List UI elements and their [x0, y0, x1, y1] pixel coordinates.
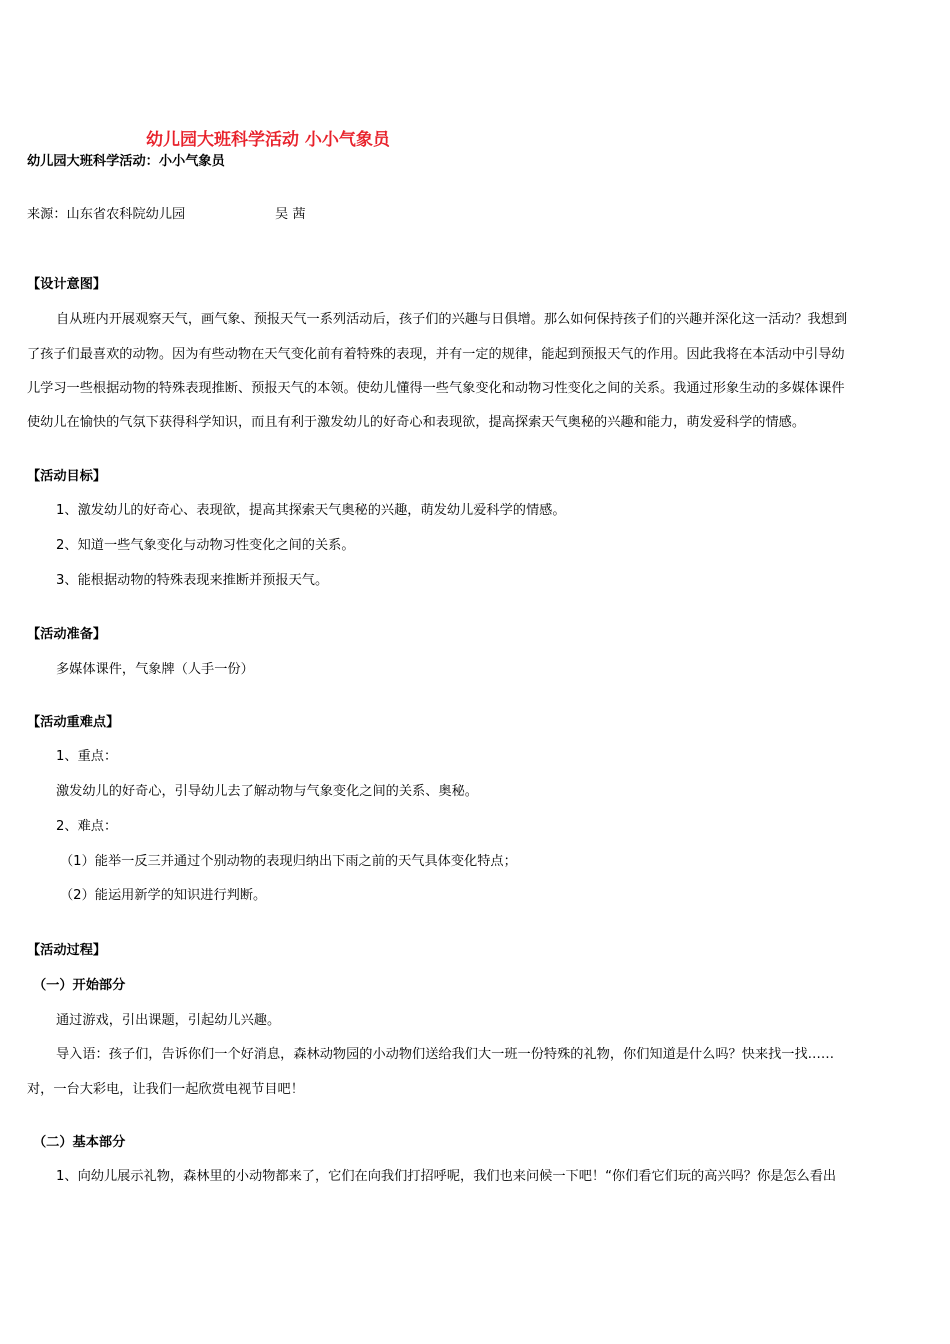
part1-heading: （一）开始部分 [33, 978, 126, 993]
design-para-line: 使幼儿在愉快的气氛下获得科学知识，而且有利于激发幼儿的好奇心和表现欲，提高探索天气奥秘的兴趣和能力，萌发爱科学的情感。 [27, 415, 806, 430]
design-para-line: 自从班内开展观察天气，画气象、预报天气一系列活动后，孩子们的兴趣与日俱增。那么如何保持孩子们的兴趣并深化这一活动？我想到 [56, 312, 848, 327]
goal-item: 1、激发幼儿的好奇心、表现欲，提高其探索天气奥秘的兴趣，萌发幼儿爱科学的情感。 [56, 503, 566, 518]
source-label: 来源：山东省农科院幼儿园 [27, 207, 186, 222]
key-point-text: 激发幼儿的好奇心，引导幼儿去了解动物与气象变化之间的关系、奥秘。 [56, 784, 478, 799]
source-author: 吴 茜 [275, 207, 306, 222]
goal-item: 2、知道一些气象变化与动物习性变化之间的关系。 [56, 538, 355, 553]
source-line [27, 206, 920, 224]
document-subtitle: 幼儿园大班科学活动：小小气象员 [27, 154, 225, 169]
key-heading: 【活动重难点】 [27, 715, 120, 730]
difficult-label: 2、难点： [56, 819, 118, 834]
prep-heading: 【活动准备】 [27, 627, 107, 642]
process-heading: 【活动过程】 [27, 943, 107, 958]
key-point-label: 1、重点： [56, 749, 118, 764]
prep-text: 多媒体课件，气象牌（人手一份） [56, 662, 254, 677]
part1-intro-line: 对，一台大彩电，让我们一起欣赏电视节目吧！ [27, 1082, 304, 1097]
part1-text: 通过游戏，引出课题，引起幼儿兴趣。 [56, 1013, 281, 1028]
difficult-item: （2）能运用新学的知识进行判断。 [60, 888, 267, 903]
part1-intro-line: 导入语：孩子们，告诉你们一个好消息，森林动物园的小动物们送给我们大一班一份特殊的礼物，你们知道是什么吗？快来找一找…… [56, 1047, 835, 1062]
design-para-line: 了孩子们最喜欢的动物。因为有些动物在天气变化前有着特殊的表现，并有一定的规律，能起到预报天气的作用。因此我将在本活动中引导幼 [27, 347, 845, 362]
goal-item: 3、能根据动物的特殊表现来推断并预报天气。 [56, 573, 329, 588]
design-para-line: 儿学习一些根据动物的特殊表现推断、预报天气的本领。使幼儿懂得一些气象变化和动物习性变化之间的关系。我通过形象生动的多媒体课件 [27, 381, 845, 396]
part2-line: 1、向幼儿展示礼物，森林里的小动物都来了，它们在向我们打招呼呢，我们也来问候一下吧！“你们看它们玩的高兴吗？你是怎么看出 [56, 1169, 837, 1184]
part2-heading: （二）基本部分 [33, 1135, 126, 1150]
difficult-item: （1）能举一反三并通过个别动物的表现归纳出下雨之前的天气具体变化特点； [60, 854, 517, 869]
goals-heading: 【活动目标】 [27, 469, 107, 484]
design-heading: 【设计意图】 [27, 277, 107, 292]
document-title: 幼儿园大班科学活动 小小气象员 [146, 130, 390, 150]
